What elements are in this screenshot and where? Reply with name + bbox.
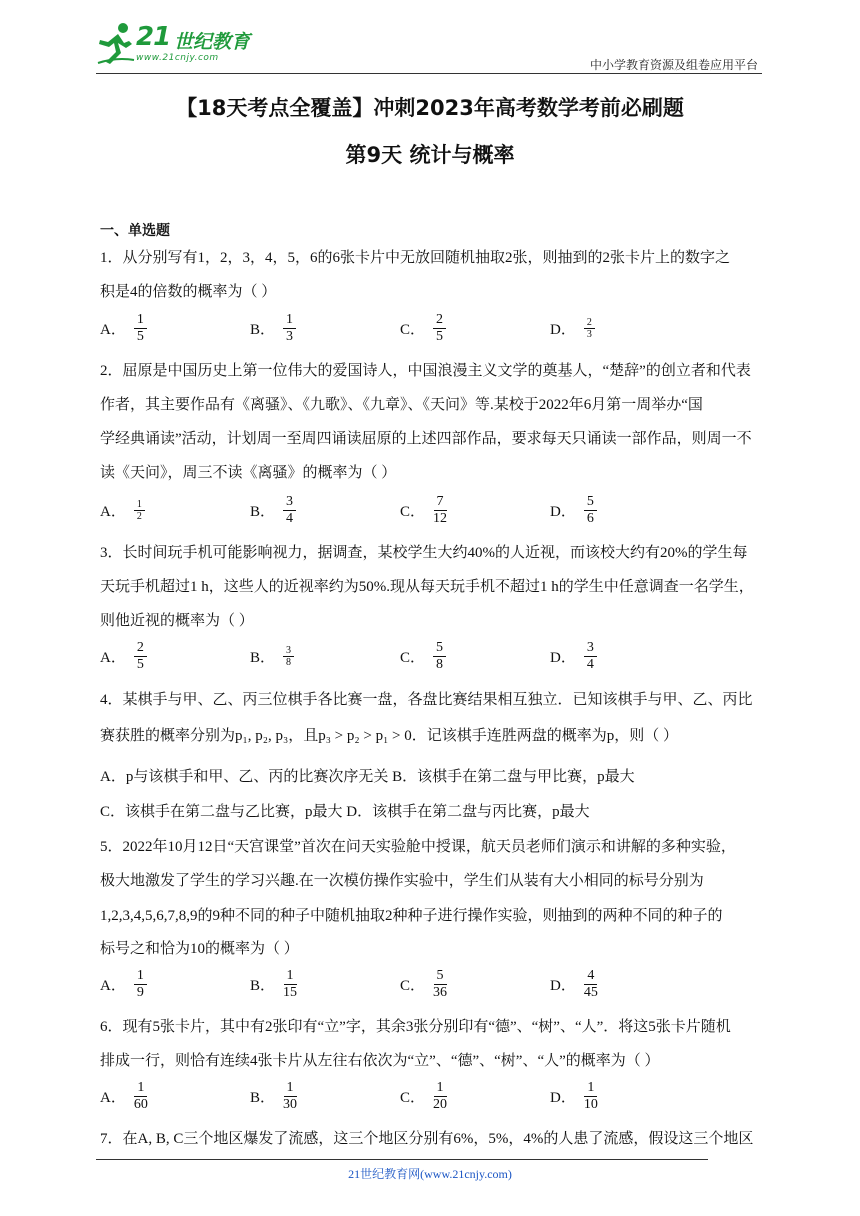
option-c[interactable]: C． $\frac{2}{5}$ xyxy=(400,308,446,348)
option-b[interactable]: B． $\frac{1}{30}$ xyxy=(250,1079,298,1112)
platform-name: 中小学教育资源及组卷应用平台 xyxy=(589,58,758,72)
question-line: 排成一行，则恰有连续4张卡片从左往右依次为“立”、“德”、“树”、“人”的概率为（ ） xyxy=(100,1053,660,1069)
option-a[interactable]: A． $\frac{1}{9}$ xyxy=(100,964,147,1004)
option-b[interactable]: B． $\frac{1}{15}$ xyxy=(250,967,298,1000)
fraction: $\frac{1}{9}$ xyxy=(134,968,147,1001)
logo-url: www.21cnjy.com xyxy=(136,53,219,63)
footer-link[interactable]: 21世纪教育网(www.21cnjy.com) xyxy=(348,1167,512,1181)
question-line: 学经典诵读”活动，计划周一至周四诵读屈原的上述四部作品，要求每天只诵读一部作品，则周一不 xyxy=(100,431,752,447)
option-c[interactable]: C． $\frac{1}{20}$ xyxy=(400,1079,448,1112)
fraction: $\frac{5}{36}$ xyxy=(433,967,448,1000)
fraction: $\frac{2}{5}$ xyxy=(433,312,446,345)
option-a[interactable]: A． $\frac{2}{5}$ xyxy=(100,636,147,676)
fraction: $\frac{1}{10}$ xyxy=(583,1079,598,1112)
options-row xyxy=(100,636,760,676)
fraction: $\frac{5}{8}$ xyxy=(433,640,446,673)
option-b[interactable]: B． $\frac{3}{4}$ xyxy=(250,490,296,530)
option-a[interactable]: A． $\frac{1}{5}$ xyxy=(100,308,147,348)
question-line: 5．2022年10月12日“天宫课堂”首次在问天实验舱中授课，航天员老师们演示和讲解的多种实验， xyxy=(100,839,736,855)
page-header xyxy=(96,20,762,72)
options-row xyxy=(100,964,760,1004)
fraction: $\frac{3}{8}$ xyxy=(283,645,294,668)
option-row-ab[interactable]: A．p与该棋手和甲、乙、丙的比赛次序无关 B．该棋手在第二盘与甲比赛，p最大 xyxy=(100,769,635,785)
fraction: $\frac{1}{30}$ xyxy=(283,1079,298,1112)
options-row xyxy=(100,308,760,348)
question-line: 标号之和恰为10的概率为（ ） xyxy=(100,941,299,957)
fraction: $\frac{1}{3}$ xyxy=(283,312,296,345)
page-title: 【18天考点全覆盖】冲刺2023年高考数学考前必刷题 xyxy=(176,96,684,120)
footer-divider xyxy=(96,1159,708,1160)
question-line: 3．长时间玩手机可能影响视力，据调查，某校学生大约40%的人近视，而该校大约有20%的学生每 xyxy=(100,545,748,561)
fraction: $\frac{3}{4}$ xyxy=(584,640,597,673)
question-line: 6．现有5张卡片，其中有2张印有“立”字，其余3张分别印有“德”、“树”、“人”．将这5张卡片随机 xyxy=(100,1019,731,1035)
fraction: $\frac{1}{2}$ xyxy=(134,499,145,522)
question-line: 积是4的倍数的概率为（ ） xyxy=(100,284,277,300)
logo-text: 世纪教育 xyxy=(174,31,251,53)
question-line: 则他近视的概率为（ ） xyxy=(100,613,254,629)
question-line: 1,2,3,4,5,6,7,8,9的9种不同的种子中随机抽取2种种子进行操作实验，则抽到的两种不同的种子的 xyxy=(100,908,723,924)
question-line: 1．从分别写有1，2，3，4，5，6的6张卡片中无放回随机抽取2张，则抽到的2张卡片上的数字之 xyxy=(100,250,731,266)
options-row xyxy=(100,1076,760,1116)
option-b[interactable]: B． $\frac{1}{3}$ xyxy=(250,308,296,348)
option-a[interactable]: A． $\frac{1}{2}$ xyxy=(100,490,145,530)
fraction: $\frac{5}{6}$ xyxy=(584,494,597,527)
option-d[interactable]: D． $\frac{3}{4}$ xyxy=(550,636,597,676)
option-c[interactable]: C． $\frac{5}{8}$ xyxy=(400,636,446,676)
fraction: $\frac{7}{12}$ xyxy=(433,493,448,526)
question-line: 4．某棋手与甲、乙、丙三位棋手各比赛一盘，各盘比赛结果相互独立．已知该棋手与甲、乙、丙比 xyxy=(100,692,753,708)
fraction: $\frac{1}{5}$ xyxy=(134,312,147,345)
section-heading: 一、单选题 xyxy=(100,223,170,239)
fraction: $\frac{1}{20}$ xyxy=(433,1079,448,1112)
option-b[interactable]: B． $\frac{3}{8}$ xyxy=(250,636,294,676)
fraction: $\frac{3}{4}$ xyxy=(283,494,296,527)
fraction: $\frac{1}{60}$ xyxy=(133,1079,148,1112)
option-d[interactable]: D． $\frac{2}{3}$ xyxy=(550,308,595,348)
fraction: $\frac{4}{45}$ xyxy=(583,967,598,1000)
question-line: 2．屈原是中国历史上第一位伟大的爱国诗人，中国浪漫主义文学的奠基人，“楚辞”的创立者和代表 xyxy=(100,363,751,379)
fraction: $\frac{1}{15}$ xyxy=(283,967,298,1000)
option-d[interactable]: D． $\frac{1}{10}$ xyxy=(550,1079,598,1112)
logo-number: 21 xyxy=(136,22,171,52)
option-row-cd[interactable]: C．该棋手在第二盘与乙比赛，p最大 D．该棋手在第二盘与丙比赛，p最大 xyxy=(100,804,590,820)
option-c[interactable]: C． $\frac{5}{36}$ xyxy=(400,967,448,1000)
options-row xyxy=(100,490,760,530)
question-line: 7．在A, B, C三个地区爆发了流感，这三个地区分别有6%，5%，4%的人患了流感，假设这三个地区 xyxy=(100,1131,754,1147)
header-divider xyxy=(96,73,762,74)
fraction: $\frac{2}{5}$ xyxy=(134,640,147,673)
question-line: 赛获胜的概率分别为p₁, p₂, p₃，且p₃ > p₂ > p₁ > 0．记该棋手连胜两盘的概率为p，则（ ） xyxy=(100,728,679,744)
question-line: 作者，其主要作品有《离骚》、《九歌》、《九章》、《天问》等.某校于2022年6月第一周举办“国 xyxy=(100,397,703,413)
option-d[interactable]: D． $\frac{4}{45}$ xyxy=(550,967,598,1000)
question-line: 读《天问》，周三不读《离骚》的概率为（ ） xyxy=(100,465,397,481)
question-line: 极大地激发了学生的学习兴趣.在一次模仿操作实验中，学生们从装有大小相同的标号分别为 xyxy=(100,873,704,889)
option-a[interactable]: A． $\frac{1}{60}$ xyxy=(100,1079,148,1112)
logo xyxy=(96,20,266,68)
runner-logo-icon xyxy=(96,22,136,66)
question-line: 天玩手机超过1 h，这些人的近视率约为50%.现从每天玩手机不超过1 h的学生中任意调查一名学生， xyxy=(100,579,754,595)
option-c[interactable]: C． $\frac{7}{12}$ xyxy=(400,493,448,526)
page-subtitle: 第9天 统计与概率 xyxy=(345,143,515,167)
option-d[interactable]: D． $\frac{5}{6}$ xyxy=(550,490,597,530)
fraction: $\frac{2}{3}$ xyxy=(584,317,595,340)
